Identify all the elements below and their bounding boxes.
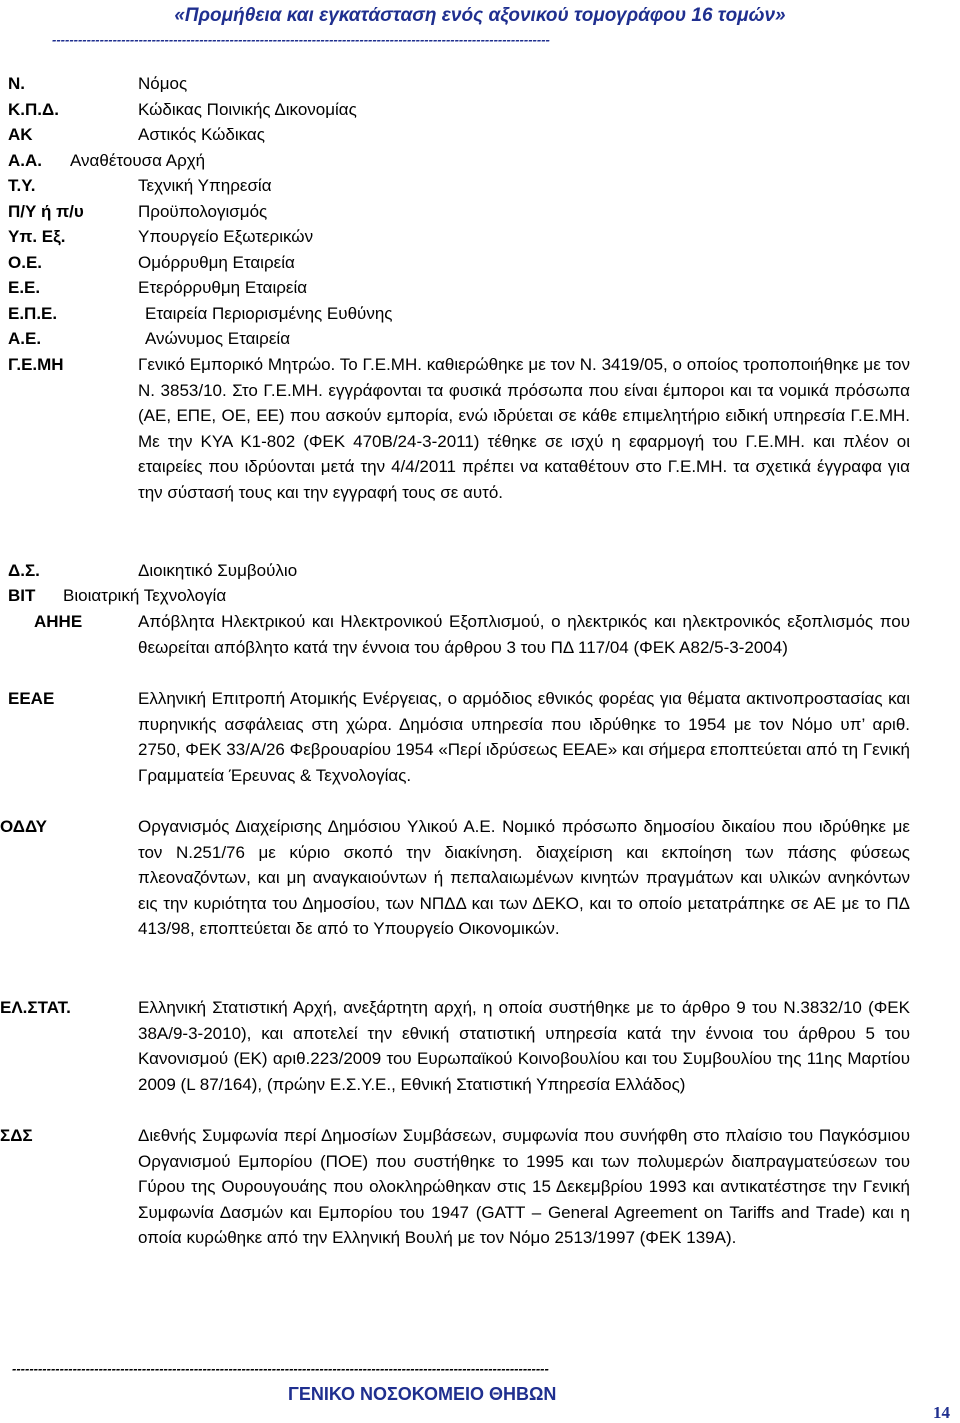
header-separator: ------------------------------------------------------------------------------------------------------------------- xyxy=(52,33,550,47)
entry-abbr: ΕΛ.ΣΤΑΤ. xyxy=(0,998,71,1017)
entry-abbr: Π/Υ ή π/υ xyxy=(8,202,84,221)
entry-abbr: Κ.Π.Δ. xyxy=(8,100,59,119)
entry-definition: Ελληνική Στατιστική Αρχή, ανεξάρτητη αρχή, η οποία συστήθηκε με το άρθρο 9 του Ν.3832/10 (ΦΕΚ 38Α/9-3-2010), και αποτελεί την εθνική στατιστική υπηρεσία κατά την έννοια του άρθρου 5 του Κανονισμού (ΕΚ) αριθ.223/2009 του Ευρωπαϊκού Κοινοβουλίου και του Συμβουλίου της 11ης Μαρτίου 2009 (L 87/164), (πρώην Ε.Σ.Υ.Ε., Εθνική Στατιστική Υπηρεσία Ελλάδος) xyxy=(138,998,910,1094)
entry-abbr: Ν. xyxy=(8,74,25,93)
entry-definition: Βιοιατρική Τεχνολογία xyxy=(63,586,227,605)
entry-definition: Προϋπολογισμός xyxy=(138,202,268,221)
entry-definition: Αστικός Κώδικας xyxy=(138,125,265,144)
entry-abbr: ΑΚ xyxy=(8,125,33,144)
entry-abbr: Ε.Π.Ε. xyxy=(8,304,58,323)
entry-abbr: Α.Α. xyxy=(8,151,42,170)
entry-definition: Νόμος xyxy=(138,74,188,93)
entry-definition: Τεχνική Υπηρεσία xyxy=(138,176,272,195)
entry-definition: Κώδικας Ποινικής Δικονομίας xyxy=(138,100,357,119)
entry-definition: Απόβλητα Ηλεκτρικού και Ηλεκτρονικού Εξοπλισμού, ο ηλεκτρικός και ηλεκτρονικός εξοπλισμός που θεωρείται απόβλητο κατά την έννοια του άρθρου 3 του ΠΔ 117/04 (ΦΕΚ Α82/5-3-2004) xyxy=(138,612,910,657)
entry-abbr: Ο.Ε. xyxy=(8,253,43,272)
entry-definition: Διεθνής Συμφωνία περί Δημοσίων Συμβάσεων, συμφωνία που συνήφθη στο πλαίσιο του Παγκόσμιου Οργανισμού Εμπορίου (ΠΟΕ) που συστήθηκε το 1995 και των πολυμερών διαπραγματεύσεων του Γύρου της Ουρουγουάης που ολοκληρώθηκαν στις 15 Δεκεμβρίου 1993 και αντικατέστησε την Γενική Συμφωνία Δασμών και Εμπορίου του 1947 (GATT – General Agreement on Tariffs and Trade) και η οποία κυρώθηκε από την Ελληνική Βουλή με τον Νόμο 2513/1997 (ΦΕΚ 139Α). xyxy=(138,1126,910,1247)
entry-definition: Ομόρρυθμη Εταιρεία xyxy=(138,253,295,272)
entry-abbr: ΣΔΣ xyxy=(0,1126,33,1145)
entry-abbr: Τ.Υ. xyxy=(8,176,36,195)
entry-abbr: ΕΕΑΕ xyxy=(8,689,55,708)
entry-abbr: Δ.Σ. xyxy=(8,561,40,580)
entry-abbr: Γ.Ε.ΜΗ xyxy=(8,355,64,374)
document-header-title: «Προμήθεια και εγκατάσταση ενός αξονικού τομογράφου 16 τομών» xyxy=(174,5,786,26)
entry-definition: Γενικό Εμπορικό Μητρώο. Το Γ.Ε.ΜΗ. καθιερώθηκε με τον Ν. 3419/05, ο οποίος τροποποιήθηκε με τον Ν. 3853/10. Στο Γ.Ε.ΜΗ. εγγράφονται τα φυσικά πρόσωπα που είναι έμποροι και τα νομικά πρόσωπα (ΑΕ, ΕΠΕ, ΟΕ, ΕΕ) που ασκούν εμπορία, ενώ ιδρύεται σε κάθε επιμελητήριο ειδική υπηρεσία Γ.Ε.ΜΗ. Με την ΚΥΑ Κ1-802 (ΦΕΚ 470Β/24-3-2011) τέθηκε σε ισχύ η εφαρμογή του Γ.Ε.ΜΗ. και πλέον οι εταιρείες που ιδρύονται μετά την 4/4/2011 πρέπει να καταθέτουν στο Γ.Ε.ΜΗ. τα σχετικά έγγραφα για την σύστασή τους και την εγγραφή τους σε αυτό. xyxy=(138,355,910,502)
entry-abbr: Υπ. Εξ. xyxy=(8,227,66,246)
entry-definition: Οργανισμός Διαχείρισης Δημόσιου Υλικού Α.Ε. Νομικό πρόσωπο δημοσίου δικαίου που ιδρύθηκε με τον Ν.251/76 με κύριο σκοπό την διακίνηση. διαχείριση και εκποίηση των πάσης φύσεως πλεοναζόντων, και μη αναγκαιούντων ή πεπαλαιωμένων κινητών πραγμάτων και υλικών ανηκόντων εις την κυριότητα του Δημοσίου, των ΝΠΔΔ και των ΔΕΚΟ, και το οποίο μετατράπηκε σε ΑΕ με το ΠΔ 413/98, εποπτεύεται δε από το Υπουργείο Οικονομικών. xyxy=(138,817,910,938)
entry-definition: Υπουργείο Εξωτερικών xyxy=(138,227,314,246)
entry-abbr: ΟΔΔΥ xyxy=(0,817,47,836)
footer-separator: ---------------------------------------------------------------------------------------------------------------------------- xyxy=(12,1362,549,1376)
entry-definition: Διοικητικό Συμβούλιο xyxy=(138,561,298,580)
entry-abbr: ΑΗΗΕ xyxy=(34,612,83,631)
footer-title: ΓΕΝΙΚΟ ΝΟΣΟΚΟΜΕΙΟ ΘΗΒΩΝ xyxy=(288,1384,557,1404)
entry-definition: Ανώνυμος Εταιρεία xyxy=(145,329,291,348)
entry-definition: Αναθέτουσα Αρχή xyxy=(70,151,206,170)
entry-abbr: ΒΙΤ xyxy=(8,586,36,605)
page-number: 14 xyxy=(933,1403,950,1422)
entry-abbr: Ε.Ε. xyxy=(8,278,41,297)
entry-definition: Ετερόρρυθμη Εταιρεία xyxy=(138,278,308,297)
entry-definition: Εταιρεία Περιορισμένης Ευθύνης xyxy=(145,304,393,323)
entry-definition: Ελληνική Επιτροπή Ατομικής Ενέργειας, ο αρμόδιος εθνικός φορέας για θέματα ακτινοπροστασίας και πυρηνικής ασφάλειας στη χώρα. Δημόσια υπηρεσία που ιδρύθηκε το 1954 με τον Νόμο υπ’ αριθ. 2750, ΦΕΚ 33/Α/26 Φεβρουαρίου 1954 «Περί ιδρύσεως ΕΕΑΕ» και σήμερα εποπτεύεται από τη Γενική Γραμματεία Έρευνας & Τεχνολογίας. xyxy=(138,689,910,785)
entry-abbr: Α.Ε. xyxy=(8,329,42,348)
